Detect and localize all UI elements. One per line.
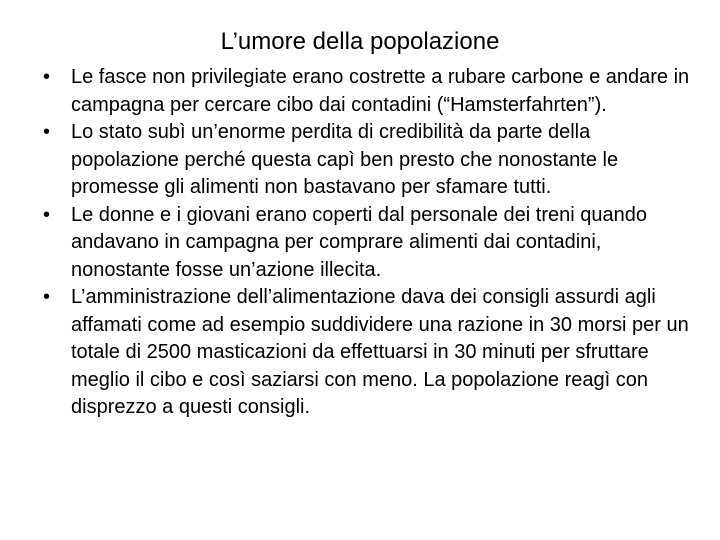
- bullet-text: L’amministrazione dell’alimentazione dava dei consigli assurdi agli affamati come ad esempio suddividere una razione in 30 morsi per un totale di 2500 masticazioni da effettuarsi in 30 minuti per sfruttare meglio il cibo e così saziarsi con meno. La popolazione reagì con disprezzo a questi consigli.: [71, 286, 689, 418]
- bullet-icon: •: [43, 121, 51, 143]
- bullet-list: [40, 64, 690, 422]
- list-item: [40, 202, 690, 285]
- bullet-icon: •: [43, 203, 51, 226]
- list-item: [40, 64, 690, 119]
- bullet-text: Lo stato subì un’enorme perdita di credibilità da parte della popolazione perché questa capì ben presto che nonostante le promesse gli alimenti non bastavano per sfamare tutti.: [71, 121, 619, 198]
- bullet-icon: •: [43, 66, 51, 88]
- list-item: [40, 119, 690, 202]
- slide-title: L’umore della popolazione: [220, 28, 500, 55]
- list-item: [40, 284, 690, 422]
- bullet-icon: •: [43, 286, 51, 308]
- bullet-text: Le fasce non privilegiate erano costrette a rubare carbone e andare in campagna per cercare cibo dai contadini (“Hamsterfahrten”).: [71, 66, 690, 116]
- bullet-text: Le donne e i giovani erano coperti dal personale dei treni quando andavano in campagna per comprare alimenti dai contadini, nonostante fosse un’azione illecita.: [71, 203, 647, 281]
